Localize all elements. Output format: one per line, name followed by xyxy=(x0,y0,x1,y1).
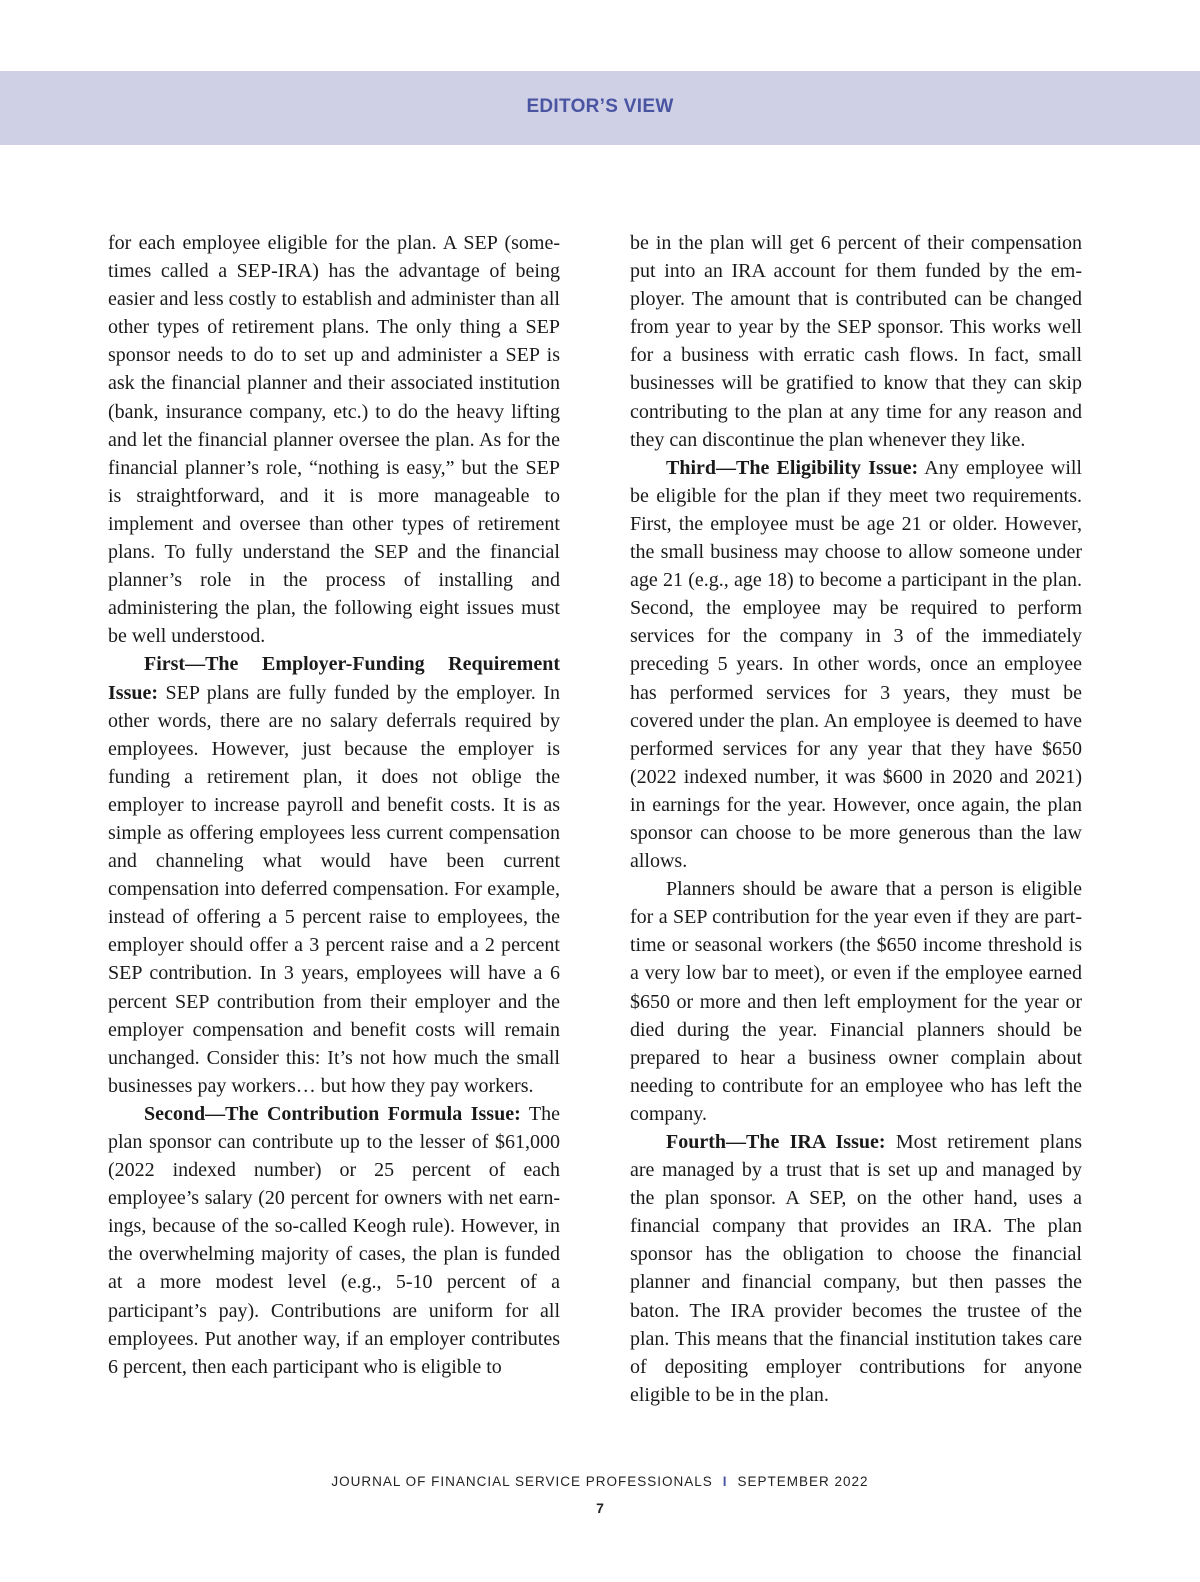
left-column xyxy=(108,229,560,1381)
paragraph-continuation: be in the plan will get 6 percent of their compensation put into an IRA account for them funded by the employer. The amount that is contributed can be changed from year to year by the SEP sponsor. This works well for a business with erratic cash flows. In fact, small businesses will be gratified to know that they can skip contributing to the plan at any time for any reason and they can discontinue the plan whenever they like. xyxy=(630,232,1082,451)
fourth-issue-body: Most retirement plans are managed by a trust that is set up and managed by the plan sponsor. A SEP, on the other hand, uses a financial company that provides an IRA. The plan sponsor has the obligation to choose the financial planner and financial company, but then passes the baton. The IRA provider becomes the trustee of the plan. This means that the financial institution takes care of depositing employer contributions for anyone eligible to be in the plan. xyxy=(630,1131,1082,1406)
footer-separator: I xyxy=(722,1474,728,1489)
section-title: EDITOR’S VIEW xyxy=(526,96,674,117)
second-issue-heading: Second—The Contribution Formula Issue: xyxy=(144,1102,521,1125)
third-issue-body: Any employee will be eligible for the plan if they meet two requirements. First, the employee must be age 21 or older. However, the small business may choose to allow someone under age 21 (e.g., age 18) to become a participant in the plan. Second, the employee may be required to perform services for the company in 3 of the immediately preceding 5 years. In other words, once an employee has performed services for 3 years, they must be covered under the plan. An employee is deemed to have performed services for any year that they have $650 (2022 indexed number, it was $600 in 2020 and 2021) in earnings for the year. However, once again, the plan sponsor can choose to be more generous than the law allows. xyxy=(630,456,1082,873)
third-issue-heading: Third—The Eligibility Issue: xyxy=(666,456,919,479)
right-column xyxy=(630,229,1082,1409)
paragraph-first-issue xyxy=(108,650,560,1100)
page-number: 7 xyxy=(596,1500,604,1516)
second-issue-body: The plan sponsor can contribute up to the lesser of $61,000 (2022 indexed number) or 25 percent of each employee’s salary (20 percent for owners with net earnings, because of the so-called Keogh rule). However, in the overwhelming majority of cases, the plan is funded at a more modest level (e.g., 5-10 percent of a participant’s pay). Contributions are uniform for all employees. Put another way, if an employer contributes 6 percent, then each participant who is eligible to xyxy=(108,1102,560,1378)
first-issue-body: SEP plans are fully funded by the employer. In other words, there are no salary deferrals required by employees. However, just because the employer is funding a retirement plan, it does not oblige the employer to increase payroll and benefit costs. It is as simple as offering employees less current compensation and channeling what would have been current compensation into deferred compensation. For example, instead of offering a 5 percent raise to employees, the employer should offer a 3 percent raise and a 2 percent SEP contribution. In 3 years, employees will have a 6 percent SEP contribution from their employer and the employer compensation and benefit costs will remain unchanged. Consider this: It’s not how much the small businesses pay workers… but how they pay workers. xyxy=(108,681,560,1097)
paragraph-third-issue xyxy=(630,454,1082,875)
fourth-issue-heading: Fourth—The IRA Issue: xyxy=(666,1131,886,1153)
issue-date: SEPTEMBER 2022 xyxy=(737,1474,869,1489)
paragraph-second-issue xyxy=(108,1100,560,1381)
paragraph-fourth-issue xyxy=(630,1128,1082,1409)
first-issue-heading: First—The Employer-Funding Requirement Issue: xyxy=(108,653,560,704)
running-footer xyxy=(0,1474,1200,1489)
paragraph-planners-note: Planners should be aware that a person is eligible for a SEP contribution for the year even if they are part-time or seasonal workers (the $650 income threshold is a very low bar to meet), or even if the employee earned $650 or more and then left employment for the year or died during the year. Financial planners should be prepared to hear a business owner complain about needing to contribute for an employee who has left the company. xyxy=(630,878,1082,1125)
paragraph-intro: for each employee eligible for the plan. A SEP (sometimes called a SEP-IRA) has the advantage of being easier and less costly to establish and administer than all other types of retirement plans. The only thing a SEP sponsor needs to do to set up and administer a SEP is ask the financial planner and their associated institution (bank, insurance company, etc.) to do the heavy lifting and let the financial planner oversee the plan. As for the financial planner’s role, “nothing is easy,” but the SEP is straightforward, and it is more manageable to implement and oversee than other types of retirement plans. To fully understand the SEP and the financial planner’s role in the process of installing and administering the plan, the following eight issues must be well understood. xyxy=(108,232,560,648)
journal-name: JOURNAL OF FINANCIAL SERVICE PROFESSIONALS xyxy=(331,1474,713,1489)
